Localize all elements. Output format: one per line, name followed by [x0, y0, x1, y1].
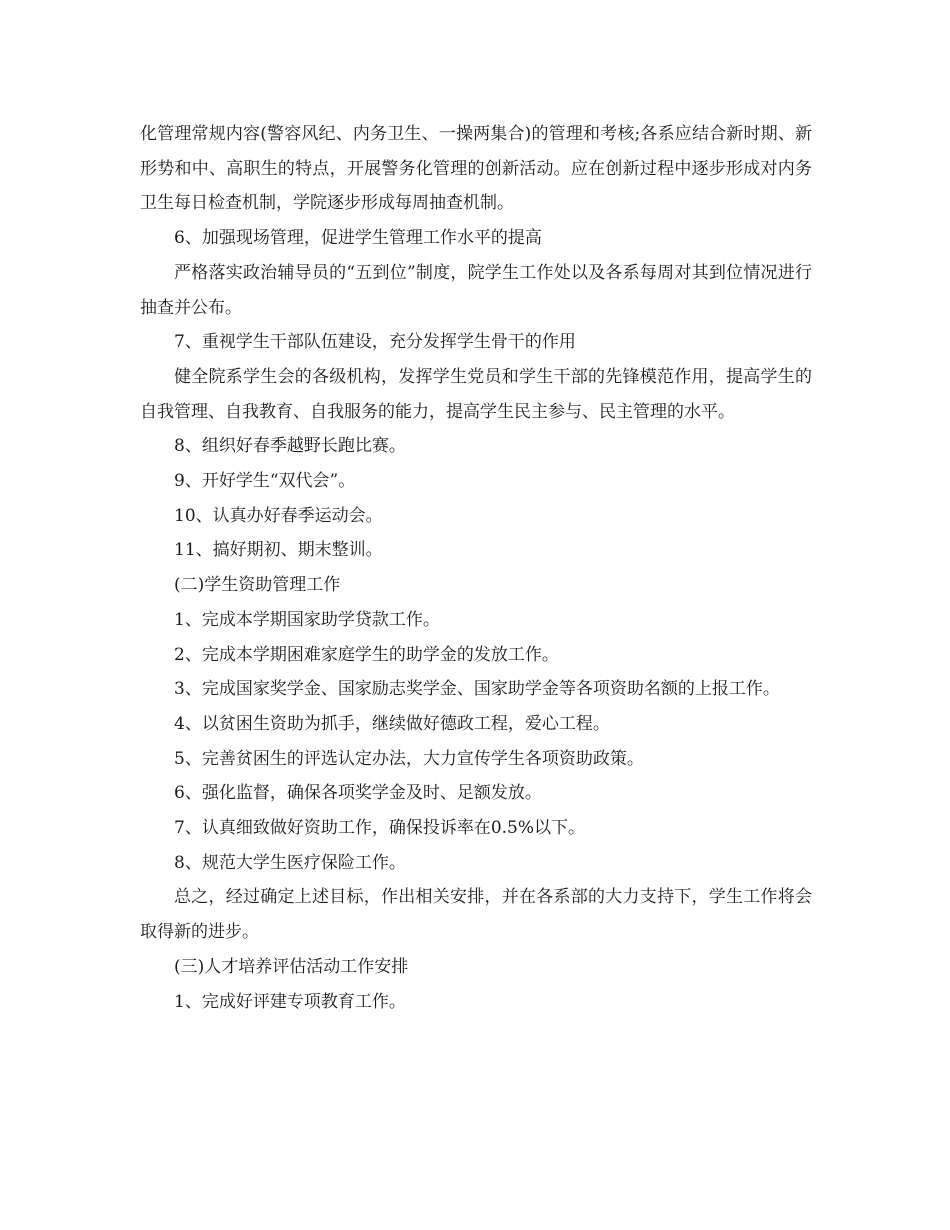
item-9: 9、开好学生“双代会”。: [174, 471, 356, 492]
item-8: 8、组织好春季越野长跑比赛。: [174, 436, 406, 457]
item-11: 11、搞好期初、期末整训。: [174, 540, 383, 561]
section-3-heading: (三)人才培养评估活动工作安排: [174, 956, 409, 977]
item-6-body: 严格落实政治辅导员的“五到位”制度，院学生工作处以及各系每周对其到位情况进行抽查并公布。: [140, 262, 812, 318]
aid-item-5: 5、完善贫困生的评选认定办法，大力宣传学生各项资助政策。: [174, 748, 644, 769]
item-10: 10、认真办好春季运动会。: [174, 505, 383, 526]
paragraph-management-routine: 化管理常规内容(警容风纪、内务卫生、一操两集合)的管理和考核;各系应结合新时期、新形势和中、高职生的特点，开展警务化管理的创新活动。应在创新过程中逐步形成对内务卫生每日检查机制，学院逐步形成每周抽查机制。: [140, 124, 812, 214]
summary-paragraph: 总之，经过确定上述目标，作出相关安排，并在各系部的大力支持下，学生工作将会取得新的进步。: [140, 887, 812, 943]
aid-item-3: 3、完成国家奖学金、国家励志奖学金、国家助学金等各项资助名额的上报工作。: [174, 679, 780, 700]
aid-item-1: 1、完成本学期国家助学贷款工作。: [174, 609, 440, 630]
aid-item-4: 4、以贫困生资助为抓手，继续做好德政工程，爱心工程。: [174, 713, 610, 734]
aid-item-6: 6、强化监督，确保各项奖学金及时、足额发放。: [174, 783, 542, 804]
item-6-heading: 6、加强现场管理，促进学生管理工作水平的提高: [174, 228, 542, 249]
aid-item-7: 7、认真细致做好资助工作，确保投诉率在0.5%以下。: [174, 818, 586, 839]
aid-item-8: 8、规范大学生医疗保险工作。: [174, 852, 406, 873]
item-7-heading: 7、重视学生干部队伍建设，充分发挥学生骨干的作用: [174, 332, 576, 353]
section-2-heading: (二)学生资助管理工作: [174, 575, 341, 596]
document-body: [140, 117, 812, 1019]
item-7-body: 健全院系学生会的各级机构，发挥学生党员和学生干部的先锋模范作用，提高学生的自我管理、自我教育、自我服务的能力，提高学生民主参与、民主管理的水平。: [140, 366, 812, 422]
evaluation-item-1: 1、完成好评建专项教育工作。: [174, 991, 406, 1012]
aid-item-2: 2、完成本学期困难家庭学生的助学金的发放工作。: [174, 644, 559, 665]
